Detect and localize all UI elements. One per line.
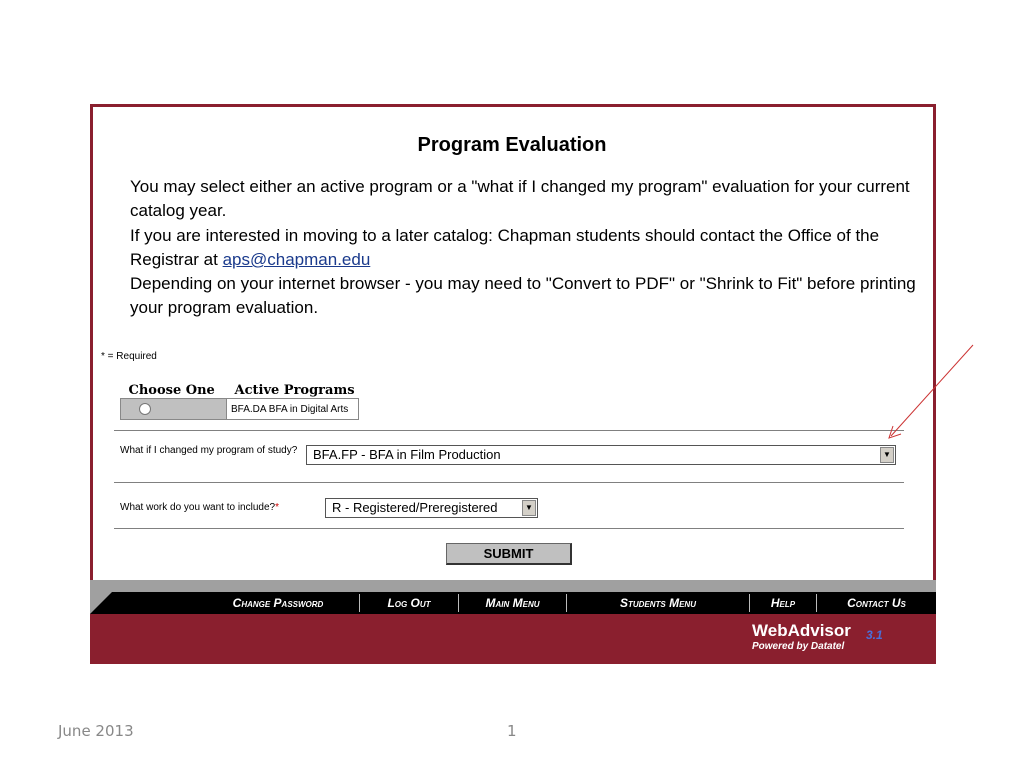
nav-log-out[interactable]: Log Out: [387, 596, 431, 610]
nav-help[interactable]: Help: [770, 596, 796, 610]
intro-line-2-text: If you are interested in moving to a later catalog: Chapman students should contact the Office of the Registrar at: [130, 225, 880, 269]
work-selected-value: R - Registered/Preregistered: [332, 500, 498, 515]
work-label-text: What work do you want to include?: [120, 502, 276, 513]
program-name: BFA.DA BFA in Digital Arts: [227, 399, 359, 420]
nav-change-password[interactable]: Change Password: [232, 596, 324, 610]
required-star: *: [275, 502, 279, 513]
intro-line-1: You may select either an active program or a "what if I changed my program" evaluation for your current catalog year.: [130, 177, 910, 221]
required-note: * = Required: [101, 351, 157, 362]
dropdown-arrow-icon[interactable]: ▼: [880, 447, 894, 463]
webadvisor-logo: WebAdvisor: [752, 621, 851, 640]
intro-line-3: Depending on your internet browser - you may need to "Convert to PDF" or "Shrink to Fit" before printing your program evaluation.: [130, 274, 916, 318]
whatif-label: What if I changed my program of study?: [120, 445, 298, 456]
nav-contact-us[interactable]: Contact Us: [847, 596, 906, 610]
slide-page-number: 1: [507, 722, 517, 740]
slide-date: June 2013: [58, 722, 134, 740]
whatif-selected-value: BFA.FP - BFA in Film Production: [313, 447, 501, 462]
submit-button[interactable]: SUBMIT: [446, 543, 572, 565]
nav-students-menu[interactable]: Students Menu: [619, 596, 696, 610]
powered-by-text: Powered by Datatel: [752, 641, 845, 652]
version-label: 3.1: [866, 628, 883, 642]
page-title: Program Evaluation: [417, 134, 607, 156]
nav-main-menu[interactable]: Main Menu: [485, 596, 540, 610]
registrar-email-link[interactable]: aps@chapman.edu: [222, 249, 371, 269]
dropdown-arrow-icon[interactable]: ▼: [522, 500, 536, 516]
active-programs-header: Active Programs: [234, 382, 355, 398]
choose-one-header: Choose One: [128, 382, 215, 398]
